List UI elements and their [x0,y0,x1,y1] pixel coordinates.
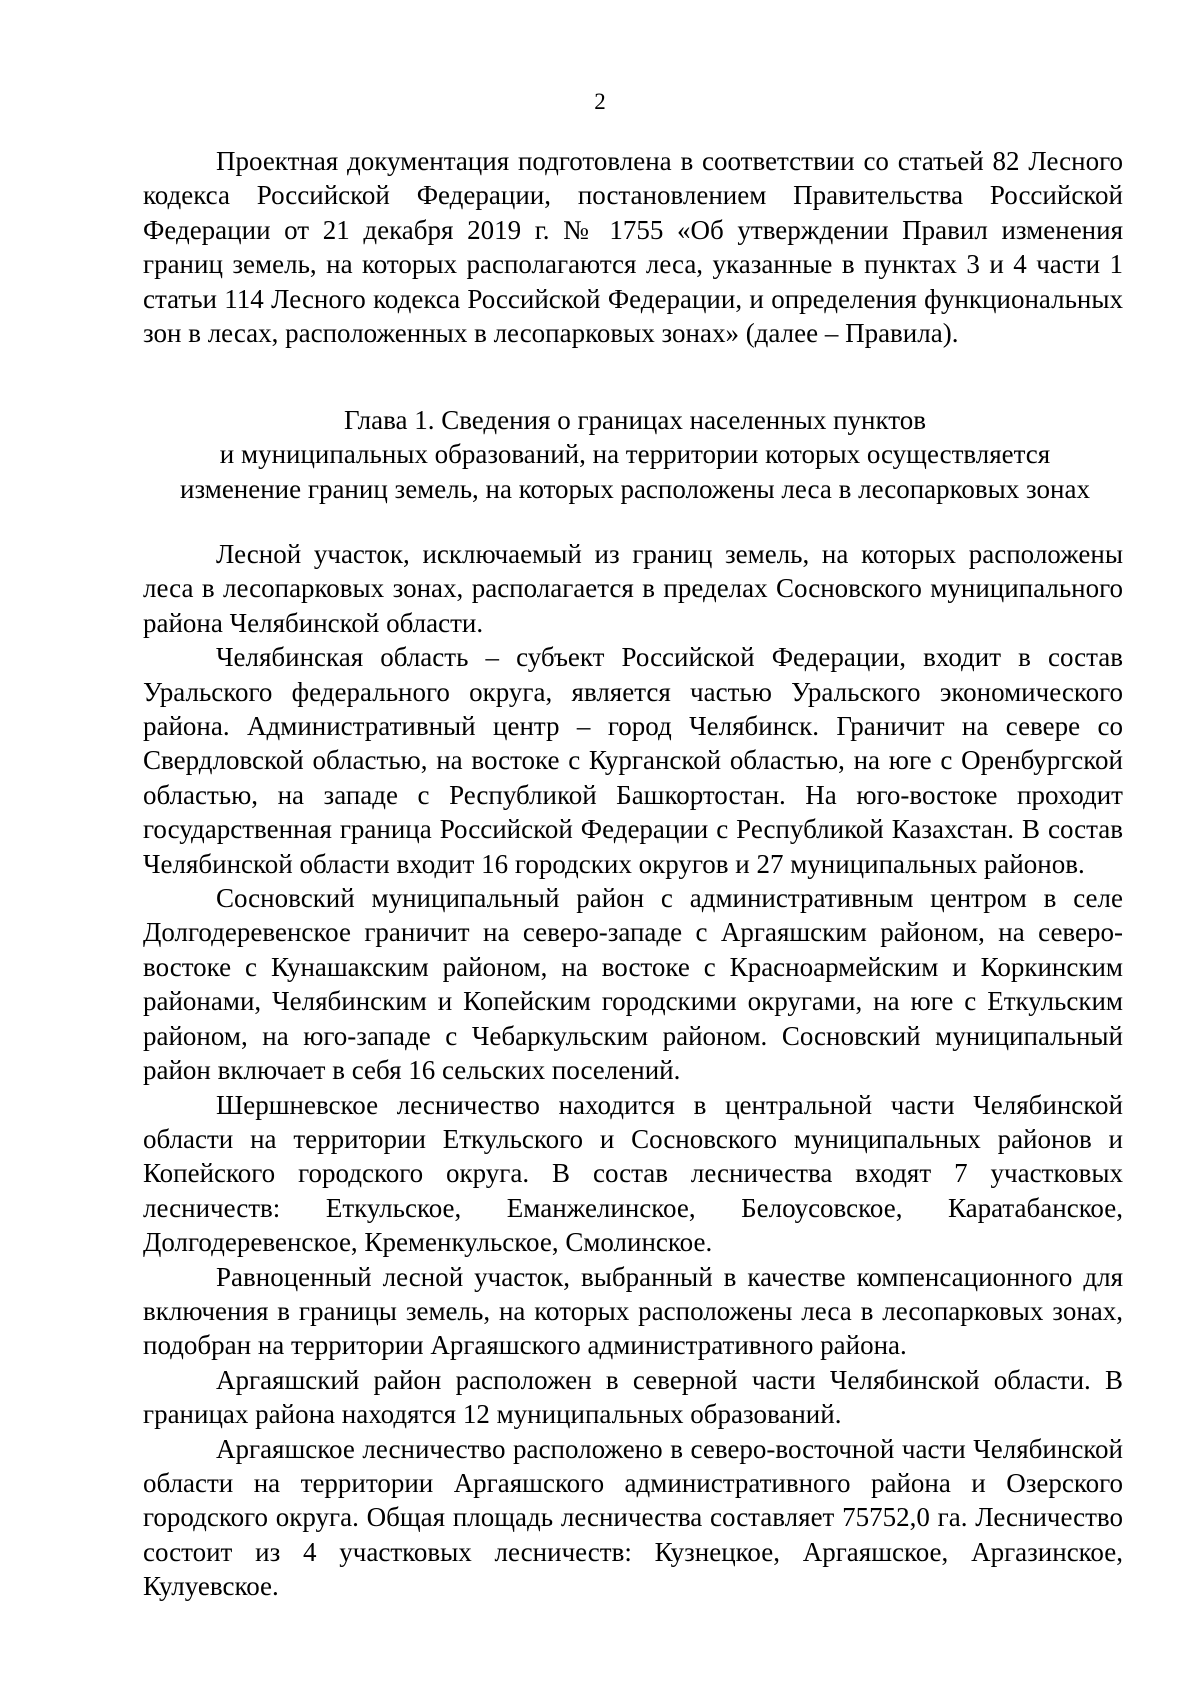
paragraph-sosnovsky-district: Сосновский муниципальный район с административным центром в селе Долгодеревенское граничит на северо-западе с Аргаяшским районом, на северо-востоке с Кунашакским районом, на востоке с Красноармейским и Коркинским районами, Челябинским и Копейским городскими округами, на юге с Еткульским районом, на юго-западе с Чебаркульским районом. Сосновский муниципальный район включает в себя 16 сельских поселений. [143,883,1123,1086]
page-number: 2 [594,89,606,114]
paragraph-argayash-district: Аргаяшский район расположен в северной части Челябинской области. В границах района находятся 12 муниципальных образований. [143,1364,1123,1430]
chapter-heading-line-2: и муниципальных образований, на территории которых осуществляется [219,439,1051,470]
paragraph-argayash-forestry: Аргаяшское лесничество расположено в северо-восточной части Челябинской области на территории Аргаяшского административного района и Озерского городского округа. Общая площадь лесничества составляет 75752,0 га. Лесничество состоит из 4 участковых лесничеств: Кузнецкое, Аргаяшское, Аргазинское, Кулуевское. [143,1433,1123,1602]
paragraph-shershnevskoe-forestry: Шершневское лесничество находится в центральной части Челябинской области на территории Еткульского и Сосновского муниципальных районов и Копейского городского округа. В состав лесничества входят 7 участковых лесничеств: Еткульское, Еманжелинское, Белоусовское, Каратабанское, Долгодеревенское, Кременкульское, Смолинское. [143,1089,1123,1258]
chapter-body [143,537,1123,1604]
intro-paragraph: Проектная документация подготовлена в соответствии со статьей 82 Лесного кодекса Российской Федерации, постановлением Правительства Российской Федерации от 21 декабря 2019 г. № 1755 «Об утверждении Правил изменения границ земель, на которых располагаются леса, указанные в пунктах 3 и 4 части 1 статьи 114 Лесного кодекса Российской Федерации, и определения функциональных зон в лесах, расположенных в лесопарковых зонах» (далее – Правила). [143,146,1123,349]
intro-section [143,144,1123,350]
chapter-heading-line-3: изменение границ земель, на которых расположены леса в лесопарковых зонах [180,473,1090,504]
chapter-heading [120,403,1150,506]
paragraph-forest-plot: Лесной участок, исключаемый из границ земель, на которых расположены леса в лесопарковых зонах, располагается в пределах Сосновского муниципального района Челябинской области. [143,539,1123,638]
paragraph-chelyabinsk-region: Челябинская область – субъект Российской Федерации, входит в состав Уральского федерального округа, является частью Уральского экономического района. Административный центр – город Челябинск. Граничит на севере со Свердловской областью, на востоке с Курганской областью, на юге с Оренбургской областью, на западе с Республикой Башкортостан. На юго-востоке проходит государственная граница Российской Федерации с Республикой Казахстан. В состав Челябинской области входит 16 городских округов и 27 муниципальных районов. [143,642,1123,879]
paragraph-compensation-plot: Равноценный лесной участок, выбранный в качестве компенсационного для включения в границы земель, на которых расположены леса в лесопарковых зонах, подобран на территории Аргаяшского административного района. [143,1261,1123,1361]
chapter-heading-line-1: Глава 1. Сведения о границах населенных пунктов [344,405,926,435]
